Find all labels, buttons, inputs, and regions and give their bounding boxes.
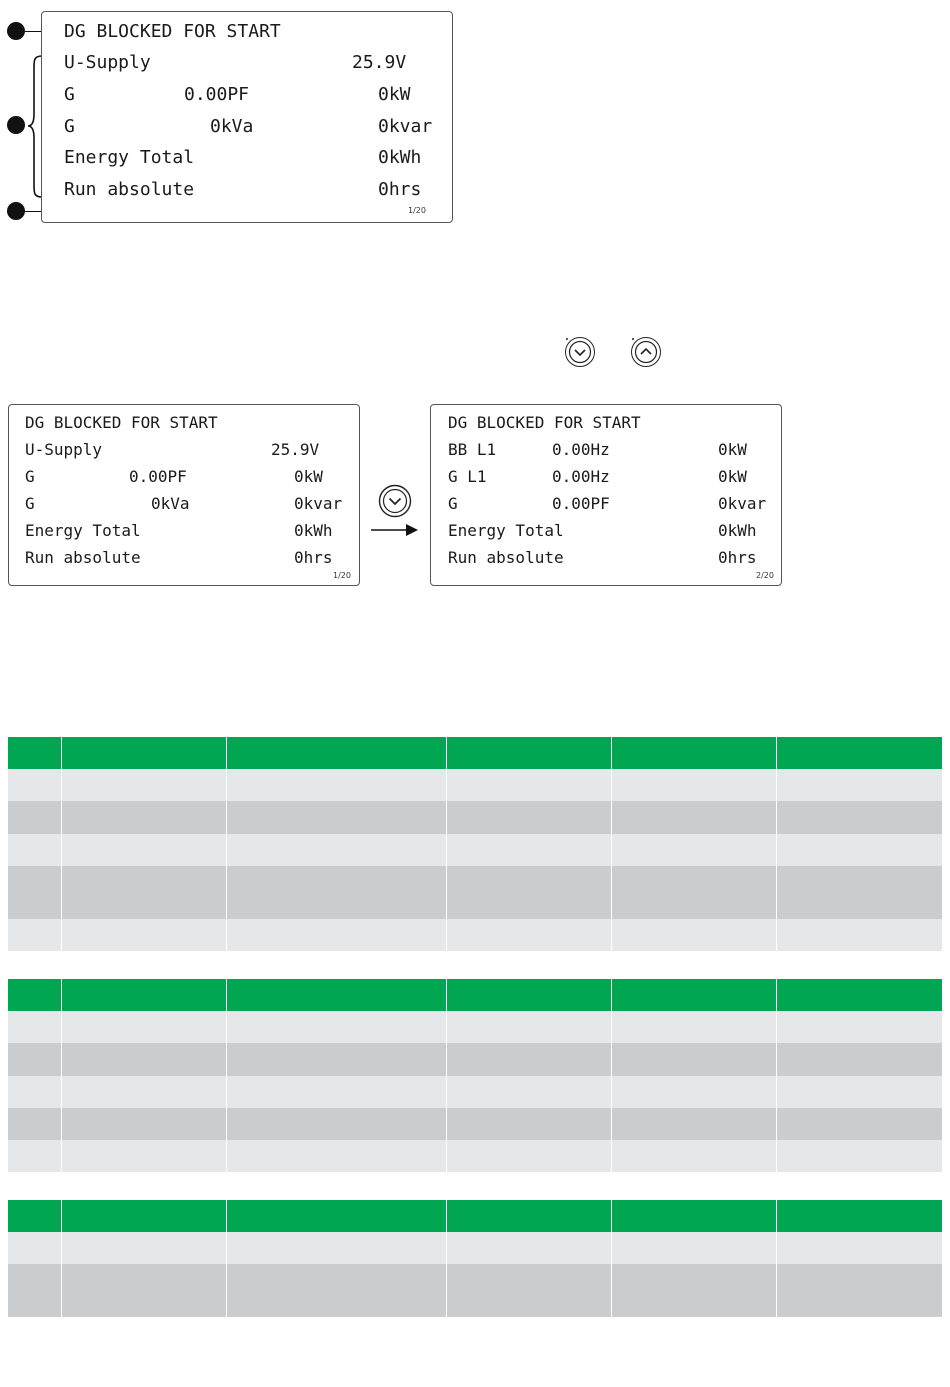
table-row — [8, 1011, 942, 1043]
display-before — [8, 404, 360, 586]
table-row — [8, 1264, 942, 1317]
row-label: Run absolute — [64, 179, 195, 200]
scroll-up-button[interactable] — [631, 337, 661, 367]
table-row — [8, 1232, 942, 1264]
row-label: BB L1 — [448, 440, 497, 459]
row-mid: 0.00PF — [129, 467, 187, 486]
row-value: 0kW — [718, 440, 747, 459]
callout-dot-title — [7, 22, 25, 40]
row-value: 0kW — [718, 467, 747, 486]
row-value: 25.9V — [352, 52, 407, 73]
row-value: 0kW — [378, 84, 411, 105]
table-row — [8, 866, 942, 919]
row-label: U-Supply — [25, 440, 103, 459]
table-row — [8, 801, 942, 834]
table-header-row — [8, 979, 942, 1011]
row-mid: 0.00Hz — [552, 440, 610, 459]
row-label: U-Supply — [64, 52, 151, 73]
display-after — [430, 404, 782, 586]
row-value: 0kWh — [718, 521, 757, 540]
row-label: Energy Total — [25, 521, 141, 540]
row-value: 25.9V — [271, 440, 320, 459]
table-row — [8, 1108, 942, 1140]
row-value: 0kvar — [294, 494, 343, 513]
row-value: 0kWh — [378, 147, 422, 168]
display-title: DG BLOCKED FOR START — [25, 413, 218, 432]
table-2 — [8, 979, 942, 1172]
table-header-row — [8, 1200, 942, 1232]
display-title: DG BLOCKED FOR START — [64, 21, 281, 42]
table-row — [8, 834, 942, 866]
row-label: G — [64, 84, 75, 105]
table-3 — [8, 1200, 942, 1317]
table-row — [8, 1043, 942, 1076]
table-row — [8, 1140, 942, 1172]
row-label: Energy Total — [448, 521, 564, 540]
row-value: 0kvar — [718, 494, 767, 513]
page-indicator: 1/20 — [408, 206, 426, 215]
display-main — [41, 11, 453, 223]
row-mid: 0.00Hz — [552, 467, 610, 486]
arrow-right-icon — [370, 522, 420, 538]
table-row — [8, 1076, 942, 1108]
row-value: 0kvar — [378, 116, 433, 137]
row-value: 0hrs — [718, 548, 757, 567]
page-indicator: 1/20 — [333, 571, 351, 580]
row-value: 0kW — [294, 467, 323, 486]
row-label: G — [25, 494, 35, 513]
row-mid: 0.00PF — [552, 494, 610, 513]
row-value: 0hrs — [294, 548, 333, 567]
row-mid: 0kVa — [210, 116, 254, 137]
chevron-down-icon — [565, 337, 595, 367]
row-value: 0kWh — [294, 521, 333, 540]
table-row — [8, 919, 942, 951]
display-title: DG BLOCKED FOR START — [448, 413, 641, 432]
chevron-down-icon — [378, 484, 412, 518]
callout-dot-values — [7, 116, 25, 134]
row-label: G — [25, 467, 35, 486]
table-header-row — [8, 737, 942, 769]
callout-dot-page — [7, 202, 25, 220]
row-label: Run absolute — [25, 548, 141, 567]
row-label: G — [448, 494, 458, 513]
chevron-up-icon — [631, 337, 661, 367]
row-label: Energy Total — [64, 147, 195, 168]
row-value: 0hrs — [378, 179, 422, 200]
table-row — [8, 769, 942, 801]
row-label: G — [64, 116, 75, 137]
row-label: Run absolute — [448, 548, 564, 567]
row-mid: 0kVa — [151, 494, 190, 513]
page-indicator: 2/20 — [756, 571, 774, 580]
scroll-down-button[interactable] — [565, 337, 595, 367]
row-mid: 0.00PF — [184, 84, 250, 105]
table-1 — [8, 737, 942, 951]
row-label: G L1 — [448, 467, 487, 486]
